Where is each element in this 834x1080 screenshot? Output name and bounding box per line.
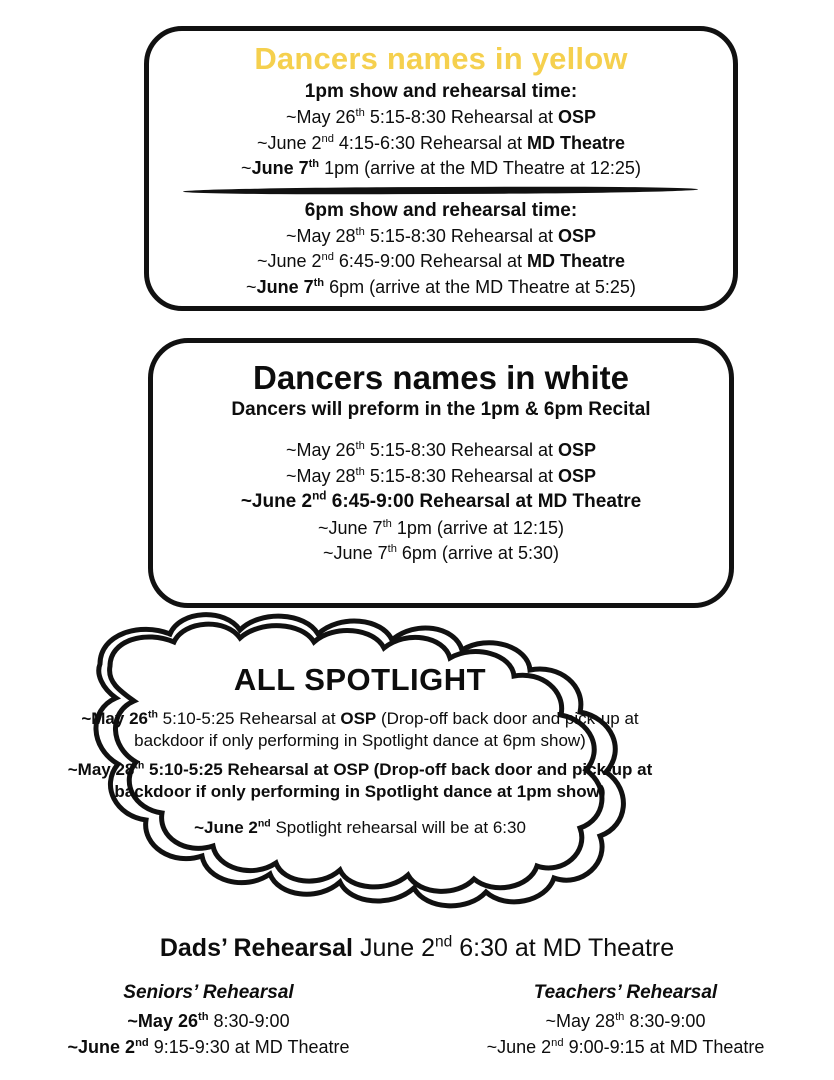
- row-sup: nd: [551, 1037, 564, 1049]
- row-bold-2: OSP: [333, 760, 369, 780]
- dads-label: Dads’ Rehearsal: [159, 934, 354, 962]
- row-mid: 6pm (arrive at 5:30): [396, 543, 559, 564]
- row-text: ~May 28: [545, 1011, 616, 1031]
- row-bold: OSP: [557, 465, 596, 486]
- row-bold: OSP: [557, 107, 596, 127]
- white-box-subtitle: Dancers will preform in the 1pm & 6pm Recital: [231, 399, 651, 420]
- teachers-rehearsal-column: [417, 982, 834, 1063]
- row-bold: ~June 2: [194, 818, 258, 838]
- row-mid: 5:15-8:30 Rehearsal at: [364, 440, 558, 460]
- dads-rehearsal-line: [0, 934, 834, 963]
- white-box-title: Dancers names in white: [253, 359, 629, 396]
- row-bold-sup: th: [313, 276, 325, 289]
- dads-detail-pre: June 2: [353, 934, 436, 962]
- yellow-6pm-row-1: [161, 225, 721, 248]
- row-sup: nd: [321, 132, 334, 145]
- row-sup: th: [382, 517, 392, 530]
- white-row-1: [165, 439, 717, 462]
- seniors-row-2: [0, 1037, 417, 1058]
- row-bold: ~May 26: [81, 709, 148, 728]
- row-text: ~: [246, 276, 257, 297]
- row-text: ~June 2: [256, 132, 322, 153]
- row-mid: 6:45-9:00 Rehearsal at MD Theatre: [326, 491, 642, 512]
- teachers-row-1: [417, 1011, 834, 1032]
- row-sup: nd: [312, 489, 327, 503]
- row-text: ~June 2: [240, 491, 313, 512]
- row-text: ~May 28: [286, 465, 356, 486]
- spotlight-box: [30, 604, 690, 914]
- row-sup: th: [387, 543, 397, 556]
- row-sup: nd: [135, 1037, 149, 1049]
- row-bold: OSP: [557, 440, 596, 460]
- spotlight-row-1: [66, 708, 654, 752]
- row-sup: th: [197, 1011, 209, 1023]
- row-text: ~June 7: [318, 517, 383, 538]
- spotlight-title: ALL SPOTLIGHT: [233, 662, 487, 697]
- row-bold-sup: nd: [257, 817, 271, 830]
- yellow-1pm-heading: 1pm show and rehearsal time:: [304, 81, 578, 102]
- row-bold: ~June 2: [67, 1037, 136, 1057]
- row-post: 6pm (arrive at the MD Theatre at 5:25): [324, 276, 636, 297]
- row-bold-sup: th: [308, 158, 320, 170]
- row-bold: June 7: [256, 276, 314, 297]
- row-text: ~May 28: [286, 225, 356, 246]
- row-text: ~June 2: [486, 1037, 552, 1057]
- seniors-row-1: [0, 1011, 417, 1032]
- row-mid: 6:45-9:00 Rehearsal at: [333, 251, 528, 271]
- row-rest: 9:00-9:15 at MD Theatre: [563, 1037, 765, 1057]
- bottom-columns: [0, 982, 834, 1063]
- row-text: ~May 26: [286, 440, 356, 460]
- row-text: ~May 26: [286, 107, 356, 127]
- row-bold-sup: th: [147, 708, 158, 721]
- row-mid: 5:15-8:30 Rehearsal at: [364, 225, 558, 246]
- dads-sup: nd: [435, 933, 453, 951]
- row-bold: MD Theatre: [527, 251, 626, 271]
- row-sup: th: [355, 440, 365, 452]
- dads-detail-post: 6:30 at MD Theatre: [452, 934, 675, 962]
- teachers-row-2: [417, 1037, 834, 1058]
- row-mid: 5:15-8:30 Rehearsal at: [364, 107, 558, 127]
- spotlight-row-3: [66, 817, 654, 839]
- row-mid: 5:15-8:30 Rehearsal at: [364, 465, 558, 486]
- row-sup: th: [615, 1011, 625, 1023]
- row-text: ~June 2: [256, 251, 322, 271]
- section-divider: [183, 185, 698, 194]
- row-bold: ~May 26: [127, 1011, 198, 1031]
- row-mid: 5:10-5:25 Rehearsal at: [144, 760, 334, 780]
- row-rest: (Drop-off back door and pick-up at backdoor if only performing in Spotlight dance at 1pm show): [114, 760, 653, 802]
- spotlight-row-2: [66, 759, 654, 803]
- row-text: ~June 7: [323, 543, 388, 564]
- row-sup: th: [355, 225, 365, 238]
- seniors-rehearsal-column: [0, 982, 417, 1063]
- yellow-6pm-heading: 6pm show and rehearsal time:: [304, 199, 578, 221]
- yellow-dancers-box: [144, 26, 738, 311]
- row-sup: th: [355, 465, 365, 478]
- yellow-1pm-row-3: [161, 157, 721, 180]
- row-bold: ~May 28: [67, 760, 135, 780]
- row-text: ~: [241, 158, 252, 178]
- seniors-title: Seniors’ Rehearsal: [123, 982, 294, 1003]
- row-bold: OSP: [557, 225, 596, 246]
- row-post: 1pm (arrive at the MD Theatre at 12:25): [319, 158, 641, 178]
- white-row-4: [165, 517, 717, 540]
- yellow-1pm-row-1: [161, 106, 721, 129]
- white-row-5: [165, 542, 717, 565]
- white-dancers-box: [148, 338, 734, 608]
- row-mid: 5:10-5:25 Rehearsal at: [157, 709, 341, 728]
- row-mid: 4:15-6:30 Rehearsal at: [333, 132, 528, 153]
- white-row-3: [165, 490, 717, 514]
- row-rest: (Drop-off back door and pick-up at backdoor if only performing in Spotlight dance at 6pm show): [134, 709, 639, 751]
- yellow-box-title: Dancers names in yellow: [254, 41, 628, 76]
- row-bold: June 7: [251, 158, 309, 178]
- row-rest: Spotlight rehearsal will be at 6:30: [270, 818, 526, 838]
- white-row-2: [165, 465, 717, 488]
- row-rest: 8:30-9:00: [624, 1011, 706, 1031]
- yellow-6pm-row-2: [161, 250, 721, 273]
- row-sup: nd: [321, 251, 334, 263]
- row-bold-sup: th: [134, 759, 145, 772]
- row-bold-2: OSP: [340, 709, 377, 728]
- yellow-6pm-row-3: [161, 276, 721, 299]
- yellow-1pm-row-2: [161, 132, 721, 155]
- row-sup: th: [355, 107, 365, 119]
- row-rest: 9:15-9:30 at MD Theatre: [148, 1037, 350, 1057]
- row-rest: 8:30-9:00: [208, 1011, 290, 1031]
- row-bold: MD Theatre: [527, 132, 626, 153]
- teachers-title: Teachers’ Rehearsal: [533, 982, 718, 1003]
- spotlight-content: [66, 662, 654, 846]
- row-mid: 1pm (arrive at 12:15): [391, 517, 564, 538]
